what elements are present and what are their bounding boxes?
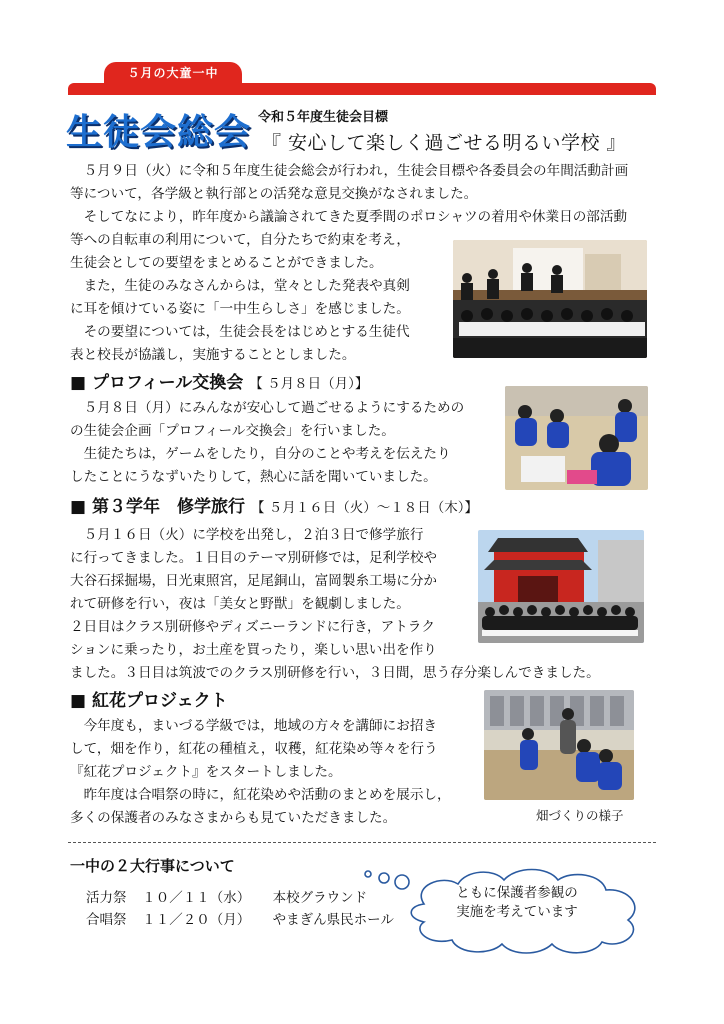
event-date: １０／１１（水） [142,890,251,906]
text-line: 等への自転車の利用について，自分たちで約束を考え， [70,232,410,248]
text-line: に行ってきました。１日目のテーマ別研修では，足利学校や [70,550,438,566]
text-line: ました。３日目は筑波でのクラス別研修を行い，３日間，思う存分楽しんできました。 [70,665,600,681]
benibana-heading-text: ■ 紅花プロジェクト [70,691,228,711]
text-line: の生徒会企画「プロフィール交換会」を行いました。 [70,423,395,439]
text-line: れて研修を行い，夜は「美女と野獣」を観劇しました。 [70,596,410,612]
text-line: その要望については，生徒会長をはじめとする生徒代 [70,324,410,340]
events-title: 一中の２大行事について [70,857,235,875]
event-name: 活力祭 [86,890,127,906]
text-line: そしてなにより，昨年度から議論されてきた夏季間のポロシャツの着用や休業日の部活動 [70,209,628,225]
text-line: また，生徒のみなさんからは，堂々とした発表や真剣 [70,278,410,294]
text-line: ５月８日（月）にみんなが安心して過ごせるようにするための [70,400,465,416]
text-line: ５月９日（火）に令和５年度生徒会総会が行われ，生徒会目標や各委員会の年間活動計画 [70,163,629,179]
trip-date: 【 ５月１６日（火）～１８日（木）】 [250,500,479,516]
header-red-bar [68,83,656,95]
event-row [86,886,367,906]
text-line: ションに乗ったり，お土産を買ったり，楽しい思い出を作り [70,642,437,658]
profile-heading [70,368,368,393]
bubble-line: ともに保護者参観の [456,885,578,901]
goal-text: 『 安心して楽しく過ごせる明るい学校 』 [262,132,627,154]
profile-heading-text: ■ プロフィール交換会 [70,373,244,393]
event-name: 合唱祭 [86,912,127,928]
profile-date: 【 ５月８日（月）】 [249,376,369,392]
event-place: 本校グラウンド [272,890,368,906]
text-line: 生徒会としての要望をまとめることができました。 [70,255,383,271]
text-line: したことにうなずいたりして，熱心に話を聞いていました。 [70,469,437,485]
text-line: 『紅花プロジェクト』をスタートしました。 [70,764,342,780]
text-line: 多くの保護者のみなさまからも見ていただきました。 [70,810,397,826]
text-line: に耳を傾けている姿に「一中生らしさ」を感じました。 [70,301,410,317]
profile-photo [505,386,648,490]
benibana-caption: 畑づくりの様子 [536,808,624,823]
text-line: 生徒たちは，ゲームをしたり，自分のことや考えを伝えたり [70,446,451,462]
text-line: ２日目はクラス別研修やディズニーランドに行き，アトラク [70,619,435,635]
text-line: 等について，各学級と執行部との活発な意見交換がなされました。 [70,186,478,202]
trip-heading-text: ■ 第３学年 修学旅行 [70,497,245,517]
text-line: 昨年度は合唱祭の時に，紅花染めや活動のまとめを展示し， [70,787,451,803]
text-line: 表と校長が協議し，実施することとしました。 [70,347,356,363]
trip-heading [70,492,478,517]
benibana-text [70,715,451,830]
section-divider [68,842,656,843]
thought-bubble [362,864,656,956]
page-title: 生徒会総会 [66,112,252,153]
header-tab: ５月の大童一中 [104,62,242,84]
profile-text [70,397,464,489]
benibana-photo [484,690,634,800]
text-line: 大谷石採掘場，日光東照宮，足尾銅山，富岡製糸工場に分か [70,573,438,589]
bubble-line: 実施を考えています [456,904,578,920]
benibana-heading [70,686,228,711]
text-line: ５月１６日（火）に学校を出発し，２泊３日で修学旅行 [70,527,424,543]
goal-label: 令和５年度生徒会目標 [258,110,389,125]
text-line: 今年度も，まいづる学級では，地域の方々を講師にお招き [70,718,438,734]
bubble-text [432,884,602,922]
event-place: やまぎん県民ホール [272,912,394,928]
meeting-photo [453,240,647,358]
text-line: して，畑を作り，紅花の種植え，収穫，紅花染め等々を行う [70,741,438,757]
trip-photo [478,530,644,643]
event-date: １１／２０（月） [142,912,251,928]
event-row [86,908,394,928]
